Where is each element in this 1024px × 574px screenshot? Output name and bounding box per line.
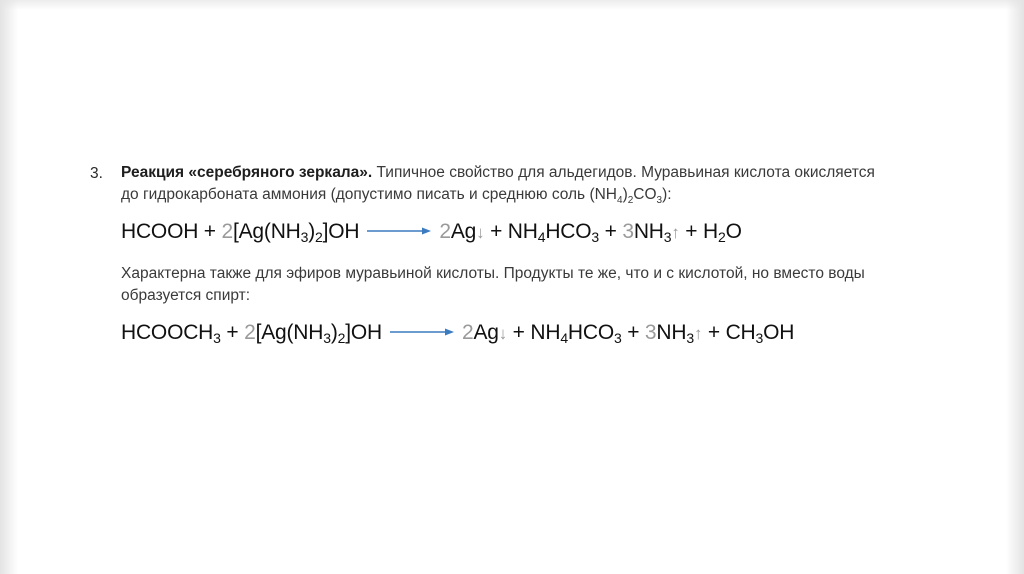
reaction-arrow-icon [367,226,431,236]
list-item-silver-mirror [90,162,890,348]
coefficient: 3 [644,321,657,345]
coefficient: 2 [439,220,451,244]
item-description: Реакция «серебряного зеркала». Типичное свойство для альдегидов. Муравьиная кислота окисляется до гидрокарбоната аммония (допустимо писать и среднюю соль $(NH_4)_2CO_3$): [121,164,875,207]
slide-shadow-top [0,0,1024,10]
item-title: Реакция «серебряного зеркала». [121,164,373,181]
coefficient: 2 [221,220,233,244]
slide-content [90,162,890,348]
item-number: 3. [90,165,103,182]
precipitate-arrow-icon: ↓ [498,324,508,344]
equation-formate-ester: $HCOOCH_3 + 2[Ag(NH_3)_2]OH$ 2Ag↓ + $NH_4HCO_3$ + $3NH_3↑ + CH_3OH$ [121,321,795,347]
slide-shadow-right [1006,0,1024,574]
coefficient: 3 [622,220,634,244]
gas-arrow-icon: ↑ [693,324,703,344]
slide-shadow-left [0,0,18,574]
note-paragraph: Характерна также для эфиров муравьиной кислоты. Продукты те же, что и с кислотой, но вместо воды образуется спирт: [121,265,865,305]
coefficient: 2 [244,321,256,345]
reaction-arrow-icon [390,327,454,337]
equation-formic-acid: HCOOH + $2[Ag(NH_3)_2]OH$ 2Ag↓ + $NH_4HCO_3$ + $3NH_3↑ + H_2O$ [121,220,742,246]
precipitate-arrow-icon: ↓ [476,223,485,243]
coefficient: 2 [461,321,474,345]
gas-arrow-icon: ↑ [671,223,680,243]
